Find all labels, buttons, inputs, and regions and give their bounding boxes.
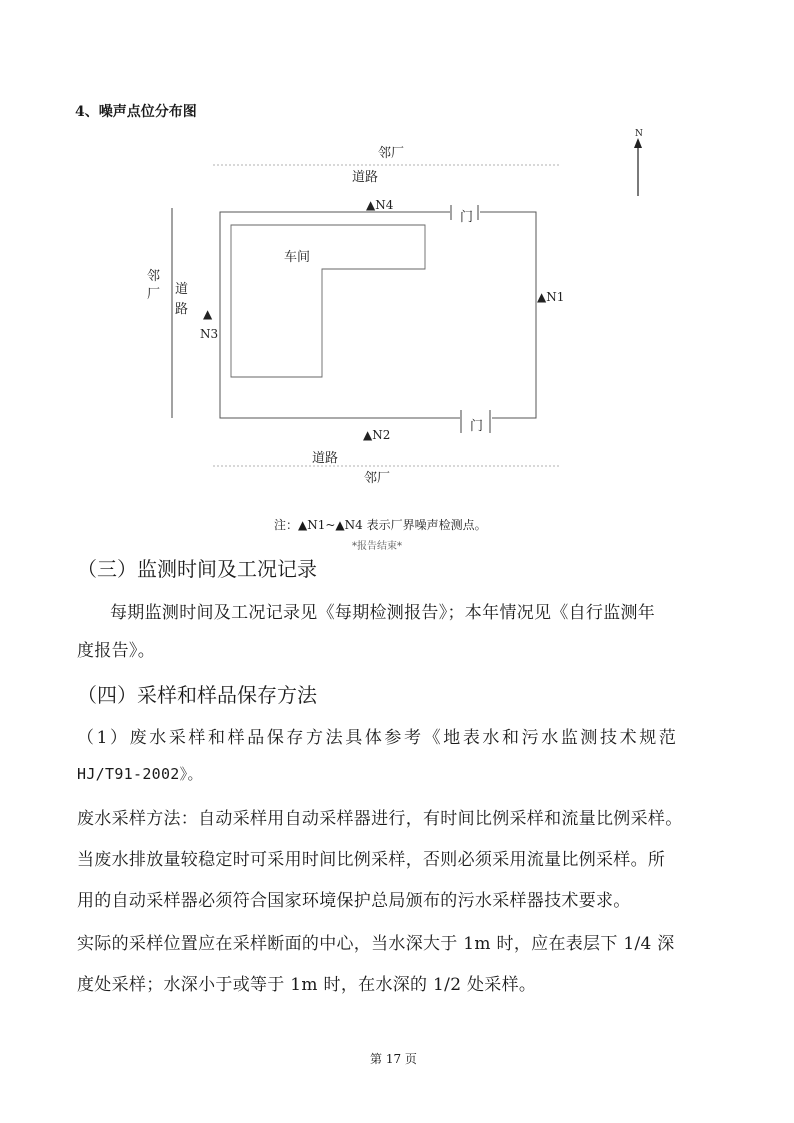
section4-p2-line2: 当废水排放量较稳定时可采用时间比例采样，否则必须采用流量比例采样。所 bbox=[77, 850, 666, 870]
section3-line1: 每期监测时间及工况记录见《每期检测报告》；本年情况见《自行监测年 bbox=[110, 603, 656, 623]
page-number: 第 17 页 bbox=[370, 1052, 417, 1066]
neighbor-top-label: 邻厂 bbox=[378, 146, 405, 161]
diagram-heading: 4、噪声点位分布图 bbox=[75, 104, 197, 120]
workshop-label: 车间 bbox=[284, 250, 311, 265]
north-arrow-icon bbox=[634, 138, 642, 196]
neighbor-left-1: 邻 bbox=[147, 269, 161, 284]
point-n3-marker: ▲ bbox=[203, 307, 213, 321]
point-n2: ▲N2 bbox=[363, 428, 391, 442]
section4-p2-line1: 废水采样方法：自动采样用自动采样器进行，有时间比例采样和流量比例采样。 bbox=[77, 809, 683, 829]
point-n3-label: N3 bbox=[200, 327, 219, 341]
point-n1: ▲N1 bbox=[537, 290, 565, 304]
section4-p3-line1: 实际的采样位置应在采样断面的中心，当水深大于 1m 时，应在表层下 1/4 深 bbox=[77, 934, 675, 954]
north-label: N bbox=[635, 129, 643, 139]
section4-p1-line1: （1）废水采样和样品保存方法具体参考《地表水和污水监测技术规范 bbox=[77, 728, 679, 748]
report-end-mark: *报告结束* bbox=[352, 541, 402, 552]
road-bottom-label: 道路 bbox=[312, 451, 339, 466]
road-left-1: 道 bbox=[175, 282, 189, 297]
road-left-2: 路 bbox=[175, 302, 189, 317]
road-top-label: 道路 bbox=[352, 170, 379, 185]
section3-line2: 度报告》。 bbox=[77, 641, 155, 661]
section4-p1-line2: HJ/T91-2002》。 bbox=[77, 765, 203, 783]
section3-title: （三）监测时间及工况记录 bbox=[77, 557, 317, 581]
section4-p3-line2: 度处采样；水深小于或等于 1m 时，在水深的 1/2 处采样。 bbox=[77, 975, 537, 995]
section4-title: （四）采样和样品保存方法 bbox=[77, 683, 317, 707]
gate-bottom-label: 门 bbox=[470, 419, 484, 434]
point-n4: ▲N4 bbox=[366, 198, 394, 212]
neighbor-left-2: 厂 bbox=[147, 287, 161, 302]
factory-boundary bbox=[220, 212, 536, 418]
workshop-outline bbox=[231, 225, 425, 377]
section4-p2-line3: 用的自动采样器必须符合国家环境保护总局颁布的污水采样器技术要求。 bbox=[77, 891, 631, 911]
neighbor-bottom-label: 邻厂 bbox=[364, 471, 391, 486]
noise-point-diagram bbox=[0, 0, 794, 560]
diagram-note: 注：▲N1~▲N4 表示厂界噪声检测点。 bbox=[274, 518, 487, 532]
gate-top-label: 门 bbox=[460, 210, 474, 225]
